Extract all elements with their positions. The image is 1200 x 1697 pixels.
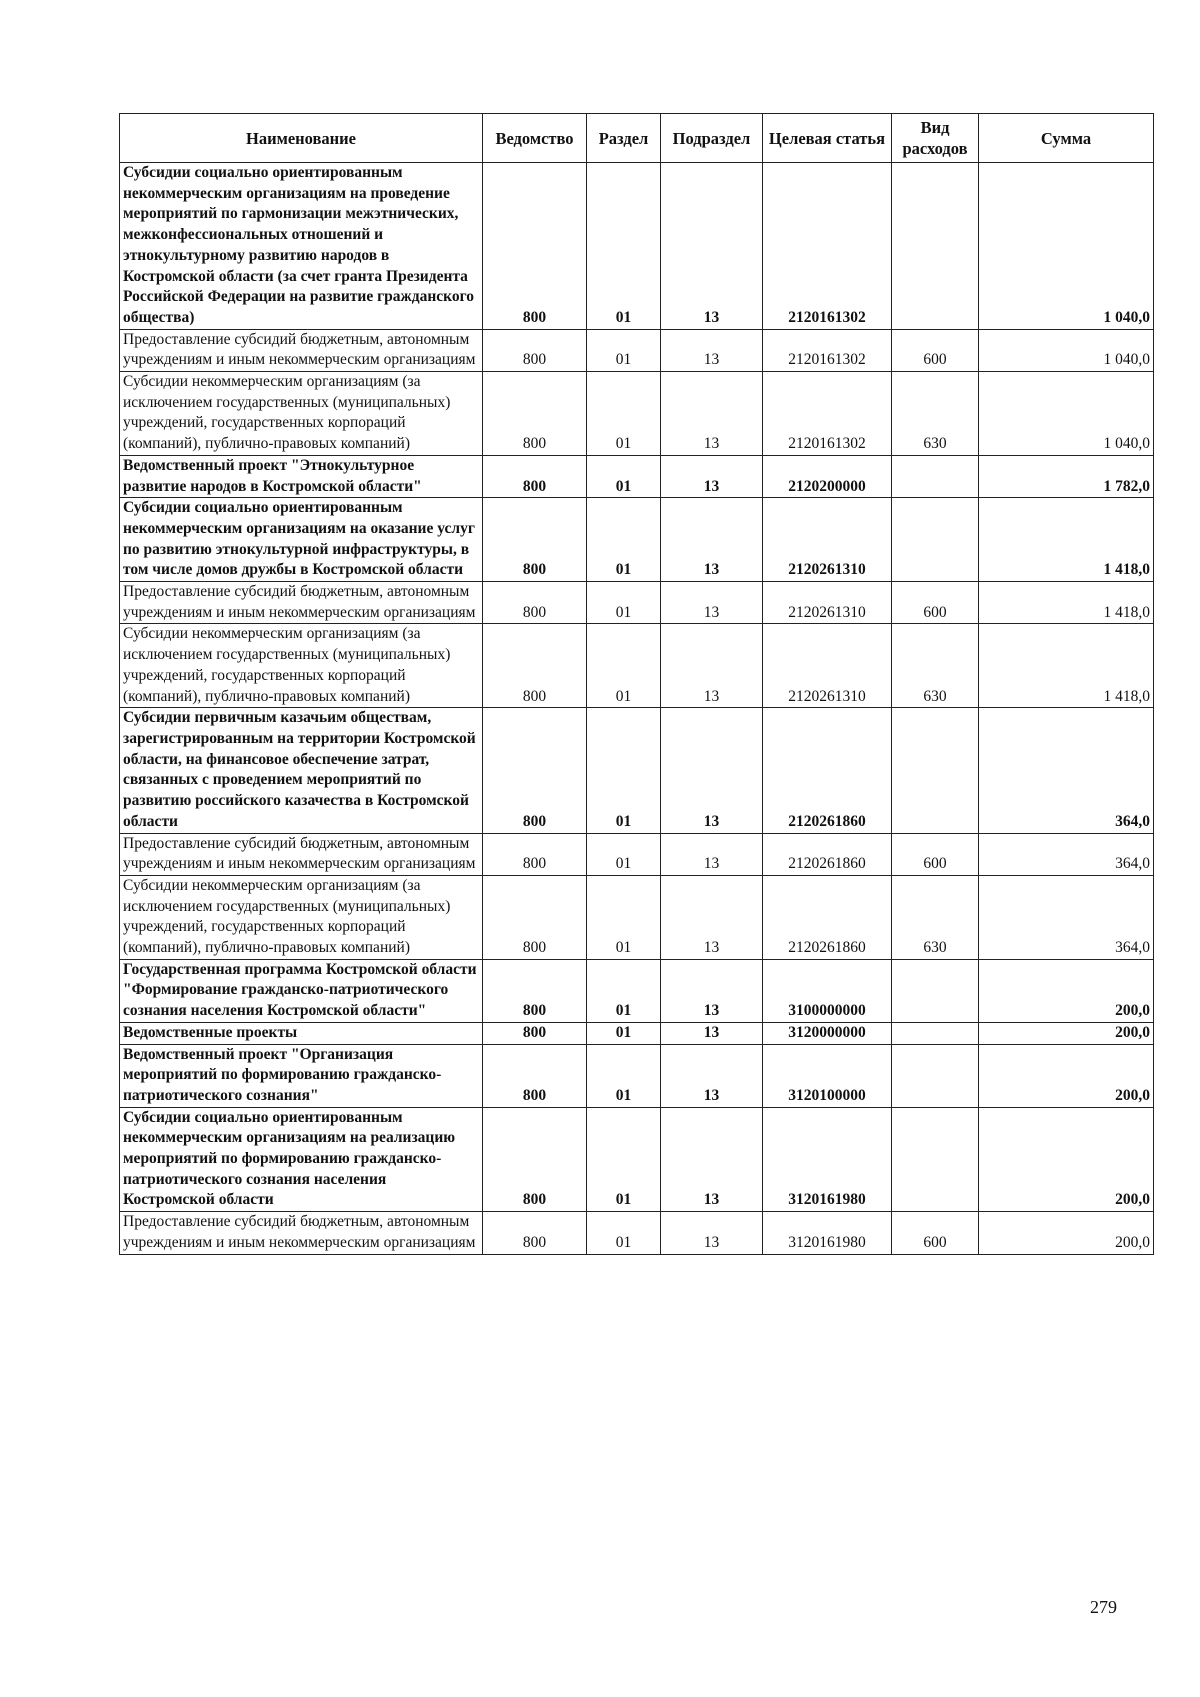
row-name: Субсидии социально ориентированным некоммерческим организациям на реализацию мероприятий по формированию гражданско-патриотического сознания населения Костромской области xyxy=(120,1107,483,1212)
row-amount: 200,0 xyxy=(979,1212,1154,1254)
table-body xyxy=(120,163,1154,1255)
row-section: 01 xyxy=(587,582,661,624)
table-row xyxy=(120,624,1154,708)
header-name: Наименование xyxy=(120,114,483,163)
row-target-article: 3100000000 xyxy=(763,959,892,1022)
header-amount: Сумма xyxy=(979,114,1154,163)
row-department: 800 xyxy=(483,959,587,1022)
row-amount: 200,0 xyxy=(979,1044,1154,1107)
row-expense-type: 600 xyxy=(892,833,979,875)
table-row xyxy=(120,372,1154,456)
row-expense-type xyxy=(892,498,979,582)
header-target-article: Целевая статья xyxy=(763,114,892,163)
row-name: Ведомственный проект "Организация мероприятий по формированию гражданско-патриотического сознания" xyxy=(120,1044,483,1107)
row-target-article: 2120261310 xyxy=(763,582,892,624)
row-amount: 200,0 xyxy=(979,1022,1154,1044)
row-section: 01 xyxy=(587,624,661,708)
header-department: Ведомство xyxy=(483,114,587,163)
row-name: Ведомственные проекты xyxy=(120,1022,483,1044)
row-amount: 364,0 xyxy=(979,833,1154,875)
row-amount: 1 418,0 xyxy=(979,498,1154,582)
row-amount: 1 040,0 xyxy=(979,329,1154,371)
row-target-article: 2120261860 xyxy=(763,708,892,833)
row-amount: 1 040,0 xyxy=(979,163,1154,330)
table-header xyxy=(120,114,1154,163)
row-section: 01 xyxy=(587,1107,661,1212)
row-name: Предоставление субсидий бюджетным, автономным учреждениям и иным некоммерческим организациям xyxy=(120,329,483,371)
budget-table xyxy=(119,113,1154,1255)
row-subsection: 13 xyxy=(661,1212,763,1254)
row-department: 800 xyxy=(483,624,587,708)
row-department: 800 xyxy=(483,498,587,582)
row-section: 01 xyxy=(587,959,661,1022)
row-department: 800 xyxy=(483,163,587,330)
table-row xyxy=(120,582,1154,624)
row-target-article: 2120161302 xyxy=(763,329,892,371)
row-expense-type: 600 xyxy=(892,1212,979,1254)
row-name: Субсидии социально ориентированным некоммерческим организациям на проведение мероприятий по гармонизации межэтнических, межконфессиональных отношений и этнокультурному развитию народов в Костромской области (за счет гранта Президента Российской Федерации на развитие гражданского общества) xyxy=(120,163,483,330)
row-name: Предоставление субсидий бюджетным, автономным учреждениям и иным некоммерческим организациям xyxy=(120,582,483,624)
row-name: Ведомственный проект "Этнокультурное развитие народов в Костромской области" xyxy=(120,455,483,497)
row-subsection: 13 xyxy=(661,329,763,371)
row-target-article: 2120261860 xyxy=(763,833,892,875)
header-subsection: Подраздел xyxy=(661,114,763,163)
row-name: Субсидии первичным казачьим обществам, зарегистрированным на территории Костромской области, на финансовое обеспечение затрат, связанных с проведением мероприятий по развитию российского казачества в Костромской области xyxy=(120,708,483,833)
row-section: 01 xyxy=(587,455,661,497)
table-row xyxy=(120,163,1154,330)
row-department: 800 xyxy=(483,1107,587,1212)
row-amount: 364,0 xyxy=(979,875,1154,959)
row-expense-type xyxy=(892,455,979,497)
table-row xyxy=(120,708,1154,833)
row-subsection: 13 xyxy=(661,582,763,624)
row-name: Предоставление субсидий бюджетным, автономным учреждениям и иным некоммерческим организациям xyxy=(120,1212,483,1254)
row-section: 01 xyxy=(587,1022,661,1044)
row-section: 01 xyxy=(587,163,661,330)
row-expense-type xyxy=(892,708,979,833)
table-row xyxy=(120,875,1154,959)
row-subsection: 13 xyxy=(661,959,763,1022)
row-target-article: 2120261860 xyxy=(763,875,892,959)
row-expense-type xyxy=(892,1107,979,1212)
row-amount: 1 418,0 xyxy=(979,624,1154,708)
row-target-article: 3120000000 xyxy=(763,1022,892,1044)
row-section: 01 xyxy=(587,875,661,959)
table-row xyxy=(120,1107,1154,1212)
row-expense-type: 600 xyxy=(892,329,979,371)
row-section: 01 xyxy=(587,329,661,371)
row-name: Предоставление субсидий бюджетным, автономным учреждениям и иным некоммерческим организациям xyxy=(120,833,483,875)
row-department: 800 xyxy=(483,708,587,833)
row-amount: 1 040,0 xyxy=(979,372,1154,456)
row-subsection: 13 xyxy=(661,624,763,708)
row-subsection: 13 xyxy=(661,372,763,456)
row-target-article: 3120161980 xyxy=(763,1212,892,1254)
row-expense-type xyxy=(892,1022,979,1044)
table-row xyxy=(120,1022,1154,1044)
row-section: 01 xyxy=(587,1044,661,1107)
row-name: Субсидии некоммерческим организациям (за исключением государственных (муниципальных) учреждений, государственных корпораций (компаний), публично-правовых компаний) xyxy=(120,624,483,708)
row-amount: 200,0 xyxy=(979,959,1154,1022)
row-section: 01 xyxy=(587,833,661,875)
row-target-article: 2120161302 xyxy=(763,163,892,330)
row-section: 01 xyxy=(587,372,661,456)
row-name: Субсидии некоммерческим организациям (за исключением государственных (муниципальных) учреждений, государственных корпораций (компаний), публично-правовых компаний) xyxy=(120,875,483,959)
row-target-article: 2120161302 xyxy=(763,372,892,456)
table-row xyxy=(120,833,1154,875)
row-expense-type xyxy=(892,1044,979,1107)
row-target-article: 2120261310 xyxy=(763,624,892,708)
row-subsection: 13 xyxy=(661,875,763,959)
row-department: 800 xyxy=(483,833,587,875)
header-expense-type: Вид расходов xyxy=(892,114,979,163)
row-expense-type: 630 xyxy=(892,372,979,456)
row-expense-type xyxy=(892,959,979,1022)
row-amount: 1 418,0 xyxy=(979,582,1154,624)
table-row xyxy=(120,498,1154,582)
row-subsection: 13 xyxy=(661,1107,763,1212)
row-expense-type: 600 xyxy=(892,582,979,624)
table-row xyxy=(120,1044,1154,1107)
row-target-article: 3120100000 xyxy=(763,1044,892,1107)
row-department: 800 xyxy=(483,1022,587,1044)
table-row xyxy=(120,959,1154,1022)
table-row xyxy=(120,455,1154,497)
row-name: Субсидии социально ориентированным некоммерческим организациям на оказание услуг по развитию этнокультурной инфраструктуры, в том числе домов дружбы в Костромской области xyxy=(120,498,483,582)
row-subsection: 13 xyxy=(661,708,763,833)
row-subsection: 13 xyxy=(661,455,763,497)
header-section: Раздел xyxy=(587,114,661,163)
row-amount: 364,0 xyxy=(979,708,1154,833)
row-department: 800 xyxy=(483,329,587,371)
row-department: 800 xyxy=(483,875,587,959)
row-department: 800 xyxy=(483,1044,587,1107)
row-section: 01 xyxy=(587,708,661,833)
row-subsection: 13 xyxy=(661,1044,763,1107)
row-target-article: 3120161980 xyxy=(763,1107,892,1212)
row-department: 800 xyxy=(483,1212,587,1254)
row-amount: 200,0 xyxy=(979,1107,1154,1212)
row-department: 800 xyxy=(483,455,587,497)
row-expense-type: 630 xyxy=(892,624,979,708)
row-subsection: 13 xyxy=(661,498,763,582)
table-row xyxy=(120,1212,1154,1254)
row-expense-type xyxy=(892,163,979,330)
row-subsection: 13 xyxy=(661,163,763,330)
row-amount: 1 782,0 xyxy=(979,455,1154,497)
row-name: Субсидии некоммерческим организациям (за исключением государственных (муниципальных) учреждений, государственных корпораций (компаний), публично-правовых компаний) xyxy=(120,372,483,456)
table-row xyxy=(120,329,1154,371)
row-department: 800 xyxy=(483,372,587,456)
page-number: 279 xyxy=(1090,1597,1117,1617)
row-section: 01 xyxy=(587,498,661,582)
row-department: 800 xyxy=(483,582,587,624)
row-target-article: 2120200000 xyxy=(763,455,892,497)
row-expense-type: 630 xyxy=(892,875,979,959)
row-section: 01 xyxy=(587,1212,661,1254)
row-target-article: 2120261310 xyxy=(763,498,892,582)
row-subsection: 13 xyxy=(661,1022,763,1044)
row-name: Государственная программа Костромской области "Формирование гражданско-патриотического сознания населения Костромской области" xyxy=(120,959,483,1022)
row-subsection: 13 xyxy=(661,833,763,875)
